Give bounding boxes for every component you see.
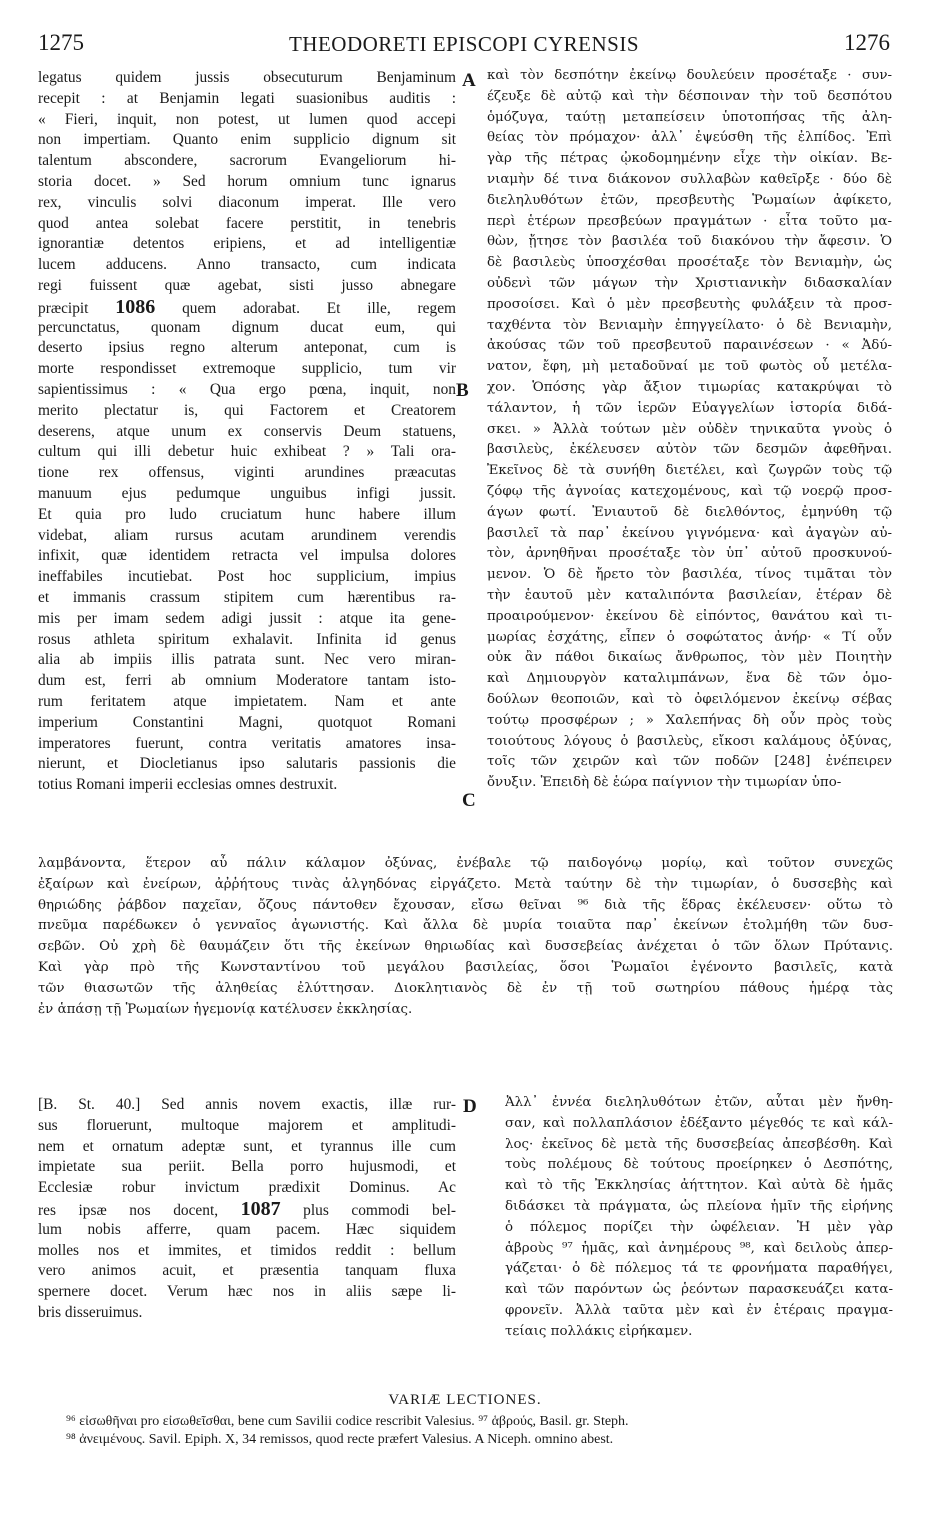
text-line: καὶ τὸν δεσπότην ἐκείνῳ δουλεύειν προσέταξε · συν- — [487, 68, 892, 83]
text-line: infixit, quæ identidem retracta vel impulsa dolores — [38, 547, 456, 565]
text-line: imperium Constantini Magni, quotquot Romani — [38, 713, 456, 731]
text-line: σκει. » Ἀλλὰ τούτων μὲν οὐδὲν τηνικαῦτα γνοὺς ὁ — [487, 421, 892, 437]
text-line: γὰρ τῆς πέτρας ᾠκοδομημένην εἶχε τὴν οἰκίαν. Βε- — [487, 151, 892, 167]
text-line: imperatores fuerunt, contra veritatis amatores insa- — [38, 734, 456, 752]
text-line: mis per imam sedem adigi jussit : atque ita gene- — [38, 609, 456, 627]
text-line: merito plectatur is, qui Factorem et Creatorem — [38, 401, 456, 419]
greek-column-lower — [505, 1093, 893, 1343]
text-line: τούτῳ προσφέρων ; » Χαλεπήνας δὴ οὖν πρὸς τοὺς — [487, 712, 892, 728]
column-number: 1086 — [115, 296, 156, 318]
text-line: μωρίας ἐσχάτης, εἶπεν ὁ σοφώτατος ἀνήρ· « Τί οὖν — [487, 629, 892, 645]
text-line: περὶ ἑτέρων πρεσβεύων πραγμάτων · εἶτα τοῦτο μα- — [487, 213, 892, 229]
text-line: molles nos et immites, et timidos reddit : bellum — [38, 1241, 456, 1259]
text-line: tione rex offensus, viginti arundines præacutas — [38, 464, 456, 482]
text-line: sapientissimus : « Qua ergo pœna, inquit, non — [38, 380, 456, 398]
text-line: γάζεται· ὁ δὲ πόλεμος τά τε φρονήματα παραθήγει, — [505, 1261, 893, 1277]
text-line: τοὺς πολέμους δὲ τούτους προείρηκεν ὁ Δεσπότης, — [505, 1157, 893, 1173]
text-line: προαιρούμενον· ἐκείνου δὲ εἰπόντος, θανάτου καὶ τι- — [487, 608, 892, 624]
text-line: λος· ἐκεῖνος δὲ μετὰ τῆς δυσσεβείας ἀπεσβέσθη. Καὶ — [505, 1136, 893, 1152]
text-line: τῶν θιασωτῶν τῆς ἀληθείας ἐλύττησαν. Διοκλητιανὸς δὲ ἐν τῇ τοῦ σωτηρίου πάθους ἡμέρᾳ τὰς — [38, 980, 893, 996]
text-line: φρονεῖν. Ἀλλὰ ταῦτα μὲν καὶ ἐν ἑτέραις πραγμα- — [505, 1302, 893, 1318]
text-line: άγων φωτί. Ἐνιαυτοῦ δὲ διελθόντος, ἐμηνύθη τῷ — [487, 504, 892, 520]
variant-note-2: ⁹⁸ ἀνειμένους. Savil. Epiph. X, 34 remissos, quod recte præfert Valesius. A Niceph. omnino abest. — [66, 1432, 614, 1447]
text-line: σαν, καὶ πολλαπλάσιον ἐδέξαντο μέγεθός τε καὶ κάλ- — [505, 1115, 893, 1131]
text-line: τὸν, ἀρνηθῆναι προσέταξε τὸν ὑπ᾽ αὐτοῦ προσκυνού- — [487, 546, 892, 562]
text-line: τείαις πολλάκις εἰρήκαμεν. — [505, 1323, 693, 1339]
text-line: Et quia pro ludo cruciatum hunc habere illum — [38, 505, 456, 523]
text-line: rum feritatem atque impietatem. Nam et ante — [38, 692, 456, 710]
text-line: dum est, ferri ab omnium Moderatore tantam isto- — [38, 672, 456, 690]
text-line: deserens, atque unum ex conservis Deum statuens, — [38, 422, 456, 440]
text-line: σεβῶν. Οὐ χρὴ δὲ θαυμάζειν ὅτι τῆς ἐκείνων θηριωδίας καὶ δυσσεβείας ἀνέχεται ὁ τῶν ὅλων Πρύτανις. — [38, 939, 893, 955]
text-line: nem et ornatum adeptæ sunt, et tyrannus ille cum — [38, 1137, 456, 1155]
margin-marker-d: D — [463, 1096, 477, 1117]
margin-marker-a: A — [462, 70, 476, 91]
text-line: θὼν, ᾔτησε τὸν βασιλέα τοῦ διακόνου τὴν ἄφεσιν. Ὁ — [487, 234, 892, 250]
text-line: τοιούτους λόγους ὁ βασιλεὺς, εἴκοσι καλάμους ὀξύνας, — [487, 733, 892, 749]
text-line: morte respondisset extremoque supplicio, tum vir — [38, 360, 456, 378]
text-line: talentum abscondere, sacrorum Evangeliorum hi- — [38, 152, 456, 170]
variae-lectiones-title: VARIÆ LECTIONES. — [388, 1392, 542, 1408]
text-line: μενον. Ὁ δὲ ἤρετο τὸν βασιλέα, τίνος τιμᾶται τὸν — [487, 567, 892, 583]
text-line: χον. Ὁπόσης γὰρ ἄξιον τιμωρίας κατακρύψαι τὸ — [487, 379, 892, 395]
text-line: τάλαντον, ἡ τῶν ἱερῶν Εὐαγγελίων ἱστορία διδά- — [487, 400, 892, 416]
text-line: rosus athleta spiritum exhalavit. Infinita id genus — [38, 630, 456, 648]
margin-marker-c: C — [462, 790, 476, 811]
text-line: cultum qui illi debetur huic exhibeat ? » Tali ora- — [38, 443, 456, 461]
text-line: δὲ βασιλεὺς ὑποσχέσθαι προσέταξε τὸν Βενιαμὴν, ὡς — [487, 255, 892, 271]
text-line: τὴν ἑαυτοῦ μὲν καταλιπόντα βασιλείαν, ἑτέραν δὲ — [487, 587, 892, 603]
text-line: vero animos acuit, et præsentia tanquam fluxa — [38, 1262, 456, 1280]
running-header — [38, 30, 890, 60]
text-line: videbat, aliam rursus acutam arundinem verendis — [38, 526, 456, 544]
text-line: rex, vinculis solvi diaconum imperat. Ille vero — [38, 193, 456, 211]
text-line: percunctatus, quonam dignum ducat eum, qui — [38, 318, 456, 336]
text-line: νατον, ἔφη, μὴ μεταδοῦναί με τοῦ φωτὸς οὗ μετέλα- — [487, 359, 892, 375]
text-line: res ipsæ nos docent, 1087 plus commodi bel- — [38, 1198, 456, 1220]
text-line: ἐν ἁπάσῃ τῇ Ῥωμαίων ἡγεμονίᾳ κατέλυσεν ἐκκλησίας. — [38, 1001, 413, 1017]
text-line: lum nobis afferre, quam pacem. Hæc siquidem — [38, 1220, 456, 1238]
greek-column-upper — [487, 66, 892, 794]
text-line: storia docet. » Sed horum omnium tunc ignarus — [38, 172, 456, 190]
text-line: sus floruerunt, multoque majorem et amplitudi- — [38, 1116, 456, 1134]
text-line: lucem adducens. Anno transacto, cum indicata — [38, 256, 456, 274]
text-line: δούλων θεοποιῶν, καὶ τὸ ὀφειλόμενον ἐκείνῳ σέβας — [487, 691, 892, 707]
text-line: πνεῦμα παρέδωκεν ὁ γενναῖος ἀγωνιστής. Καὶ ἄλλα δὲ μυρία τοιαῦτα παρ᾽ ἐκείνων ἐτολμήθη τῶν δυσ- — [38, 918, 893, 934]
text-line: nierunt, et Diocletianus ipso salutaris passionis die — [38, 755, 456, 773]
text-line: νιαμὴν δέ τινα διάκονον συλλαβὼν καθεῖρξε · δύο δὲ — [487, 171, 892, 187]
latin-column-lower — [38, 1095, 456, 1324]
text-line: καὶ τὸ τῆς Ἐκκλησίας ἀήττητον. Καὶ αὐτὰ δὲ ἡμᾶς — [505, 1178, 893, 1194]
text-line: bris disseruimus. — [38, 1303, 143, 1321]
text-line: διεληλυθότων ἐτῶν, πρεσβευτὴς Ῥωμαίων ἀφίκετο, — [487, 192, 892, 208]
text-line: præcipit 1086 quem adorabat. Et ille, regem — [38, 296, 456, 318]
text-line: ignorantiæ detentos eripiens, et ad intelligentiæ — [38, 235, 456, 253]
text-line: recepit : at Benjamin legati suasionibus auditis : — [38, 89, 456, 107]
text-line: Ἐκεῖνος δὲ τὰ συνήθη διετέλει, καὶ ζωγρῶν τοὺς τῷ — [487, 463, 892, 479]
text-line: καὶ Δημιουργὸν καταλιμπάνων, ἕνα δὲ τῶν ὁμο- — [487, 671, 892, 687]
text-line: βασιλεῖ τὰ παρ᾽ ἐκείνου γιγνόμενα· καὶ ἀγαγὼν αὐ- — [487, 525, 892, 541]
running-title: THEODORETI EPISCOPI CYRENSIS — [288, 32, 640, 56]
text-line: Ecclesiæ robur invictum prædixit Dominus. Ac — [38, 1179, 456, 1197]
text-line: τοῖς τῶν χειρῶν καὶ τῶν ποδῶν [248] ἐνέπειρεν — [487, 754, 892, 770]
text-line: θείας τὸν πρόμαχον· ἀλλ᾽ ἐψεύσθη τῆς ἐλπίδος. Ἐπὶ — [487, 130, 892, 146]
greek-full-width-block — [38, 854, 893, 1020]
text-line: ἁβροὺς ⁹⁷ ἡμᾶς, καὶ ἀνημέρους ⁹⁸, καὶ δειλοὺς ἀπερ- — [505, 1240, 893, 1256]
text-line: manuum ejus pedumque unguibus infigi jussit. — [38, 484, 456, 502]
right-page-number: 1276 — [844, 30, 890, 55]
text-line: θηριώδης ῥάβδον παχεῖαν, ὄζους πάντοθεν ἔχουσαν, εἴσω θεῖναι ⁹⁶ διὰ τῆς ἕδρας ἐκέλευσεν· οὕτω τὸ — [38, 897, 893, 913]
text-line: λαμβάνοντα, ἕτερον αὖ πάλιν κάλαμον ὀξύνας, ἐνέβαλε τῷ παιδογόνῳ μορίῳ, καὶ τοῦτον συνεχῶς — [38, 856, 893, 871]
text-line: totius Romani imperii ecclesias omnes destruxit. — [38, 776, 338, 794]
column-number: 1087 — [240, 1198, 281, 1220]
text-line: legatus quidem jussis obsecuturum Benjaminum — [38, 69, 456, 86]
text-line: spernere docet. Verum hæc nos in aliis sæpe li- — [38, 1283, 456, 1301]
text-line: ζόφῳ τῆς ἀγνοίας κατεχομένους, καὶ τῷ νοερῷ προσ- — [487, 483, 892, 499]
margin-marker-b: B — [456, 380, 469, 401]
left-page-number: 1275 — [38, 30, 84, 55]
text-line: ineffabiles incutiebat. Post hoc supplicium, impius — [38, 568, 456, 586]
text-line: ἀκούσας τῶν τοῦ πρεσβευτοῦ παραινέσεων · « Ἀδύ- — [487, 338, 892, 354]
text-line: quod antea solebat facere perstitit, in tenebris — [38, 214, 456, 232]
text-line: [B. St. 40.] Sed annis novem exactis, illæ rur- — [38, 1096, 456, 1113]
text-line: Ἀλλ᾽ ἐννέα διεληλυθότων ἐτῶν, αὗται μὲν ἤνθη- — [505, 1095, 893, 1110]
text-line: impietate sua periit. Bella porro hujusmodi, et — [38, 1158, 456, 1176]
text-line: βασιλεὺς, ἐκέλευσεν αὐτὸν τῶν δεσμῶν ἀφεθῆναι. — [487, 442, 892, 458]
text-line: Καὶ γὰρ πρὸ τῆς Κωνσταντίνου τοῦ μεγάλου βασιλείας, ὅσοι Ῥωμαῖοι ἐγένοντο βασιλεῖς, κατὰ — [38, 959, 893, 975]
text-line: προσοίσει. Καὶ ὁ μὲν πρεσβευτὴς φυλάξειν τὰ προσ- — [487, 296, 892, 312]
text-line: alia ab impiis illis patrata sunt. Nec vero miran- — [38, 651, 456, 669]
latin-column-upper — [38, 68, 456, 796]
text-line: « Fieri, inquit, non potest, ut lumen quod accepi — [38, 110, 456, 128]
text-line: οὐκ ἂν πάθοι δικαίως ἄνθρωπος, τὸν μὲν Ποιητὴν — [487, 650, 892, 666]
text-line: οὐδενὶ τῶν μάγων τὴν Χριστιανικὴν διδασκαλίαν — [487, 275, 892, 291]
text-line: έζευξε δὲ αὐτῷ καὶ τὴν δέσποιναν τὴν τοῦ δεσπότου — [487, 88, 892, 104]
text-line: non impertiam. Quanto enim supplicio dignum sit — [38, 131, 456, 149]
variant-note-1: ⁹⁶ εἰσωθῆναι pro εἰσωθεῖσθαι, bene cum Savilii codice rescribit Valesius. ⁹⁷ ἁβρούς, Basil. gr. Steph. — [66, 1414, 629, 1429]
text-line: καὶ τῶν παρόντων ὡς ῥεόντων παρασκευάζει κατα- — [505, 1282, 893, 1298]
text-line: regi fuissent quæ agebat, sisti jusso abnegare — [38, 276, 456, 294]
text-line: ταχθέντα τὸν Βενιαμὴν ἐπηγγείλατο· ὁ δὲ Βενιαμὴν, — [487, 317, 892, 333]
text-line: ἐξαίρων καὶ ἐνείρων, ἀῤῥήτους τινὰς ἀλγηδόνας εἰργάζετο. Μετὰ ταύτην δὲ τὴν τιμωρίαν, ὁ δυσσεβὴς καὶ — [38, 876, 893, 892]
text-line: et immanis crassum stipitem cum hærentibus ra- — [38, 588, 456, 606]
text-line: ὁ πόλεμος πορίζει τὴν ὠφέλειαν. Ἡ μὲν γὰρ — [505, 1219, 893, 1235]
text-line: ὁμόζυγα, ταύτῃ μεταπείσειν ὑποτοπήσας τῆς ἀλη- — [487, 109, 892, 125]
text-line: ὄνυξιν. Ἐπειδὴ δὲ ἑώρα παίγνιον τὴν τιμωρίαν ὑπο- — [487, 775, 842, 791]
text-line: διδάσκει τὰ πράγματα, ὡς πλείονα ἡμῖν τῆς εἰρήνης — [505, 1198, 893, 1214]
text-line: deserto ipsius regno alterum anteponat, cum is — [38, 339, 456, 357]
